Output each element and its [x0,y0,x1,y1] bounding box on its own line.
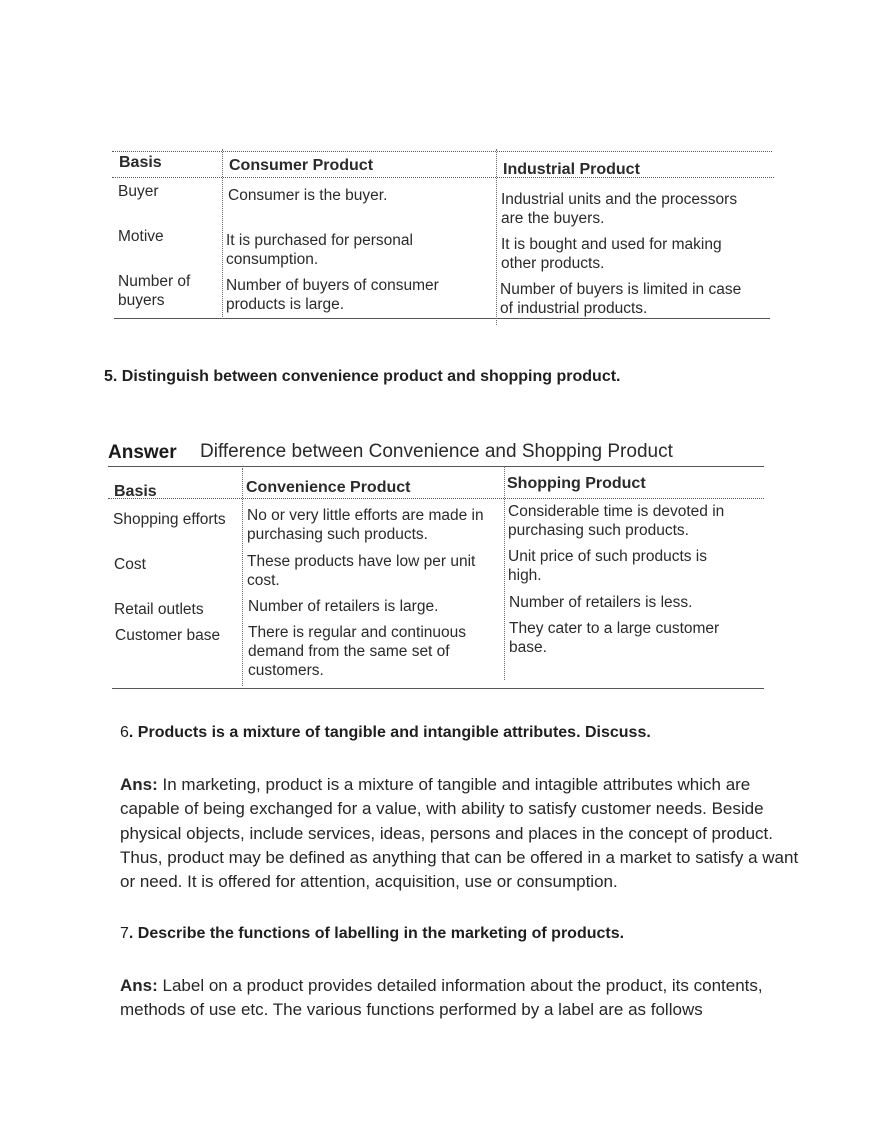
question-number: 6 [120,724,129,741]
column-divider [496,149,497,325]
table-cell-industrial: Industrial units and the processors are the buyers. [501,191,738,227]
consumer-vs-industrial-table [112,146,774,330]
answer-text: Label on a product provides detailed information about the product, its contents, methods of use etc. The various functions performed by a label are as follows [120,976,763,1020]
table-cell-basis: Shopping efforts [113,511,226,528]
table-cell-shopping: Number of retailers is less. [509,594,693,611]
table-cell-shopping: Unit price of such products is high. [508,548,708,584]
table-cell-shopping: Considerable time is devoted in purchasing such products. [508,503,725,539]
table-header-rule [112,177,774,178]
table-cell-basis: Motive [118,228,164,245]
column-divider [242,468,243,686]
question-5: 5. Distinguish between convenience product and shopping product. [104,368,621,385]
column-header-shopping-product: Shopping Product [507,475,646,492]
column-header-basis: Basis [114,483,157,500]
table-cell-convenience: These products have low per unit cost. [247,553,476,589]
table-cell-basis: Buyer [118,183,159,200]
table-header-rule [108,498,764,499]
table-cell-consumer: It is purchased for personal consumption. [226,232,413,268]
table-cell-convenience: No or very little efforts are made in purchasing such products. [247,507,484,543]
column-header-basis: Basis [119,154,162,171]
table-cell-consumer: Consumer is the buyer. [228,187,388,204]
table-cell-basis: Retail outlets [114,601,204,618]
table-cell-basis: Customer base [115,627,221,644]
answer-text: In marketing, product is a mixture of tangible and intagible attributes which are capable of being exchanged for a value, with ability to satisfy customer needs. Beside physical objects, include services, ideas, persons and places in the concept of product. Thus, product may be defined as anything that can be offered in a market to satisfy a want or need. It is offered for attention, acquisition, use or consumption. [120,775,799,892]
convenience-vs-shopping-table [108,436,770,694]
question-7 [120,925,624,943]
answer-7-paragraph [120,974,800,1023]
column-divider [222,149,223,319]
column-header-convenience-product: Convenience Product [246,479,411,496]
table-cell-industrial: It is bought and used for making other products. [501,236,722,272]
table-bottom-rule [114,318,770,319]
answer-6-paragraph [120,773,800,894]
question-text: . Products is a mixture of tangible and intangible attributes. Discuss. [128,724,651,741]
table-cell-industrial: Number of buyers is limited in case of industrial products. [500,281,742,317]
table-top-rule [112,151,772,152]
table-cell-basis: Cost [114,556,146,573]
answer-label: Answer [108,442,177,463]
table-cell-convenience: There is regular and continuous demand from the same set of customers. [248,624,466,679]
question-text: . Describe the functions of labelling in the marketing of products. [128,925,625,942]
table-cell-basis: Number of buyers [118,273,191,309]
question-6 [120,724,651,742]
table-cell-convenience: Number of retailers is large. [248,598,439,615]
answer-lead: Ans: [120,976,158,995]
answer-lead: Ans: [120,775,158,794]
table-cell-shopping: They cater to a large customer base. [509,620,720,656]
table-top-rule [108,466,764,467]
table-bottom-rule [112,688,764,689]
column-header-consumer-product: Consumer Product [229,157,374,174]
table-caption: Difference between Convenience and Shopping Product [200,441,673,462]
table-cell-consumer: Number of buyers of consumer products is large. [226,277,439,313]
column-header-industrial-product: Industrial Product [503,161,640,178]
question-number: 7 [120,925,129,942]
